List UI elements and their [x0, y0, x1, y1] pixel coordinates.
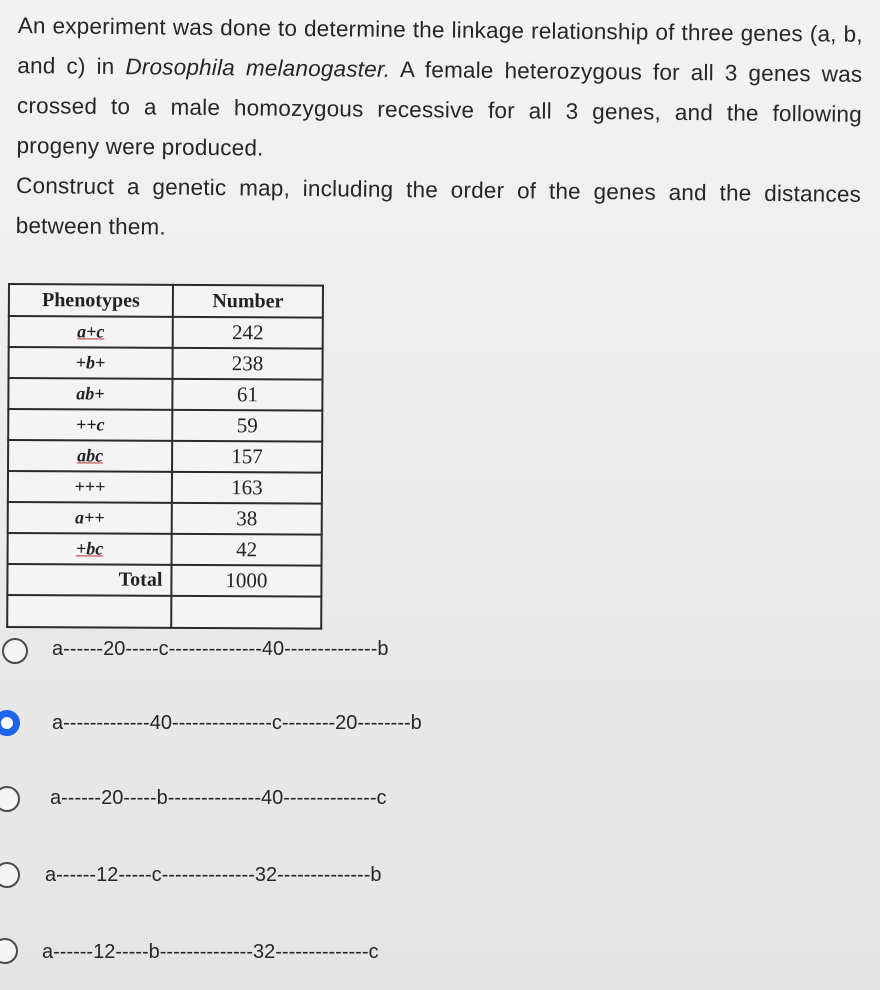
radio-button[interactable] [0, 938, 18, 964]
question-paragraph-1 [16, 6, 863, 175]
question-text-part: An experiment was done to determine the linkage relationship of three genes (a, b, and c) in [17, 12, 863, 80]
number-cell: 59 [172, 410, 322, 442]
table-row [9, 347, 323, 380]
number-cell: 238 [173, 348, 323, 380]
table-row [8, 471, 322, 504]
radio-button[interactable] [0, 862, 20, 888]
option-label[interactable]: a-------------40---------------c--------20--------b [52, 712, 422, 734]
blank-row [7, 595, 321, 629]
number-cell: 163 [172, 472, 322, 504]
table-row [8, 502, 322, 535]
question-paragraph-2: Construct a genetic map, including the order of the genes and the distances between them. [15, 172, 862, 240]
total-value: 1000 [171, 565, 321, 597]
phenotype-cell: ab+ [8, 378, 172, 410]
table-row [8, 533, 322, 566]
option-label[interactable]: a------12-----c--------------32--------------b [45, 864, 382, 886]
progeny-table [6, 283, 324, 630]
question-text [15, 6, 862, 255]
species-name: Drosophila melanogaster. [125, 54, 391, 82]
header-phenotypes: Phenotypes [9, 284, 173, 317]
number-cell: 61 [172, 379, 322, 411]
radio-button[interactable] [0, 786, 20, 812]
table-row [8, 378, 322, 411]
phenotype-cell: ++c [8, 409, 172, 441]
phenotype-cell: abc [8, 440, 172, 472]
header-number: Number [173, 285, 323, 318]
total-row [7, 564, 321, 597]
question-text-part: A female heterozygous for all 3 genes was crossed to a male homozygous recessive for all 3 genes, and the following progeny were produced. [16, 56, 863, 161]
table-row [8, 409, 322, 442]
total-label: Total [7, 564, 171, 596]
radio-button[interactable] [2, 638, 28, 664]
number-cell: 38 [172, 503, 322, 535]
phenotype-cell: a++ [8, 502, 172, 534]
phenotype-cell: +b+ [9, 347, 173, 379]
blank-cell [171, 596, 321, 629]
number-cell: 42 [172, 534, 322, 566]
number-cell: 157 [172, 441, 322, 473]
phenotype-cell: a+c [9, 316, 173, 348]
blank-cell [7, 595, 171, 628]
phenotype-cell: +++ [8, 471, 172, 503]
table-row [8, 440, 322, 473]
number-cell: 242 [173, 317, 323, 349]
radio-button-selected[interactable] [0, 710, 20, 736]
phenotype-cell: +bc [8, 533, 172, 565]
option-label[interactable]: a------20-----b--------------40--------------c [50, 787, 387, 809]
option-label[interactable]: a------12-----b--------------32--------------c [42, 941, 379, 963]
option-label[interactable]: a------20-----c--------------40--------------b [52, 638, 389, 660]
table-row [9, 316, 323, 349]
